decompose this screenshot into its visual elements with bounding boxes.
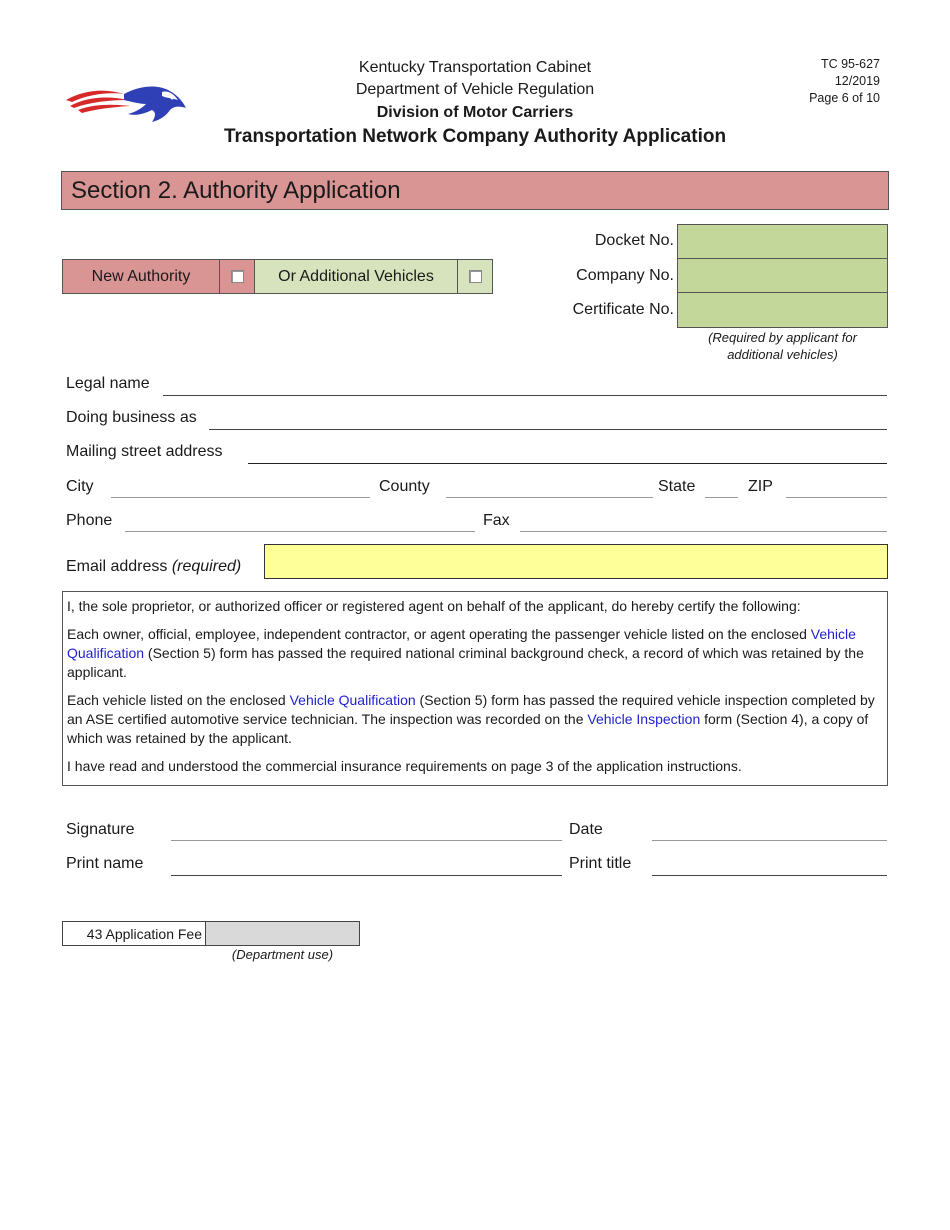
dba-label: Doing business as [66,409,197,426]
email-label [66,558,241,576]
certificate-label: Certificate No. [572,301,674,318]
phone-field[interactable] [125,531,475,532]
cert-p2-text-b: (Section 5) form has passed the required vehicle inspection completed by an ASE certified automotive service technician. The inspection was recorded on the [67,692,875,727]
zip-field[interactable] [786,497,887,498]
application-fee-box [62,921,360,946]
new-authority-cell [219,259,255,294]
zip-label: ZIP [748,478,773,495]
vehicle-qualification-link[interactable]: Vehicle Qualification [67,626,856,661]
mailing-address-label: Mailing street address [66,443,223,460]
page-number: Page 6 of 10 [809,91,880,105]
company-label: Company No. [576,267,674,284]
cert-p2-text-a: Each vehicle listed on the enclosed [67,692,290,708]
date-field[interactable] [652,840,887,841]
phone-label: Phone [66,512,113,529]
print-name-label: Print name [66,855,144,872]
signature-label: Signature [66,821,135,838]
certification-box [62,591,888,786]
header-division: Division of Motor Carriers [376,104,574,121]
legal-name-label: Legal name [66,375,150,392]
additional-vehicles-label: Or Additional Vehicles [254,259,458,294]
form-number: TC 95-627 [820,57,880,71]
city-label: City [66,478,94,495]
city-field[interactable] [111,497,370,498]
signature-field[interactable] [171,840,562,841]
date-label: Date [569,821,603,838]
vehicle-inspection-link[interactable]: Vehicle Inspection [587,711,701,727]
new-authority-label: New Authority [62,259,220,294]
docket-label: Docket No. [594,232,674,249]
required-note-line1: (Required by applicant for [708,330,857,345]
email-field[interactable] [264,544,888,579]
legal-name-field[interactable] [163,395,887,396]
required-note-line2: additional vehicles) [727,347,838,362]
county-label: County [379,478,430,495]
fax-label: Fax [483,512,510,529]
additional-vehicles-checkbox[interactable] [469,270,482,283]
company-field[interactable] [677,258,888,293]
email-required-text: (required) [171,558,242,575]
certification-paragraph-2 [67,691,883,748]
docket-field[interactable] [677,224,888,259]
section-title: Section 2. Authority Application [61,171,889,210]
form-title: Transportation Network Company Authority Application [223,126,727,147]
department-use-note: (Department use) [231,947,334,962]
fax-field[interactable] [520,531,887,532]
additional-vehicles-cell [457,259,493,294]
application-fee-label: 43 Application Fee [63,922,206,945]
certificate-field[interactable] [677,292,888,328]
county-field[interactable] [446,497,653,498]
cert-p2-text-c: form (Section 4), a copy of which was retained by the applicant. [67,711,869,746]
state-label: State [658,478,696,495]
new-authority-checkbox[interactable] [231,270,244,283]
certification-paragraph-3: I have read and understood the commercial insurance requirements on page 3 of the application instructions. [67,758,742,774]
mailing-address-field[interactable] [248,463,887,464]
email-label-text: Email address [66,558,168,575]
header-cabinet: Kentucky Transportation Cabinet [358,59,592,76]
cert-p1-text-b: (Section 5) form has passed the required national criminal background check, a record of which was retained by the applicant. [67,645,864,680]
vehicle-qualification-link-2[interactable]: Vehicle Qualification [289,692,416,708]
dba-field[interactable] [209,429,887,430]
certification-intro: I, the sole proprietor, or authorized officer or registered agent on behalf of the applicant, do hereby certify the following: [67,598,801,614]
print-title-field[interactable] [652,875,887,876]
print-title-label: Print title [569,855,632,872]
required-note [677,329,888,363]
state-field[interactable] [705,497,738,498]
header-department: Department of Vehicle Regulation [355,81,595,98]
certification-paragraph-1 [67,625,883,682]
application-fee-field[interactable] [206,922,359,945]
form-number-block [760,56,880,107]
form-date: 12/2019 [834,74,880,88]
print-name-field[interactable] [171,875,562,876]
cert-p1-text-a: Each owner, official, employee, independent contractor, or agent operating the passenger vehicle listed on the enclosed [67,626,811,642]
